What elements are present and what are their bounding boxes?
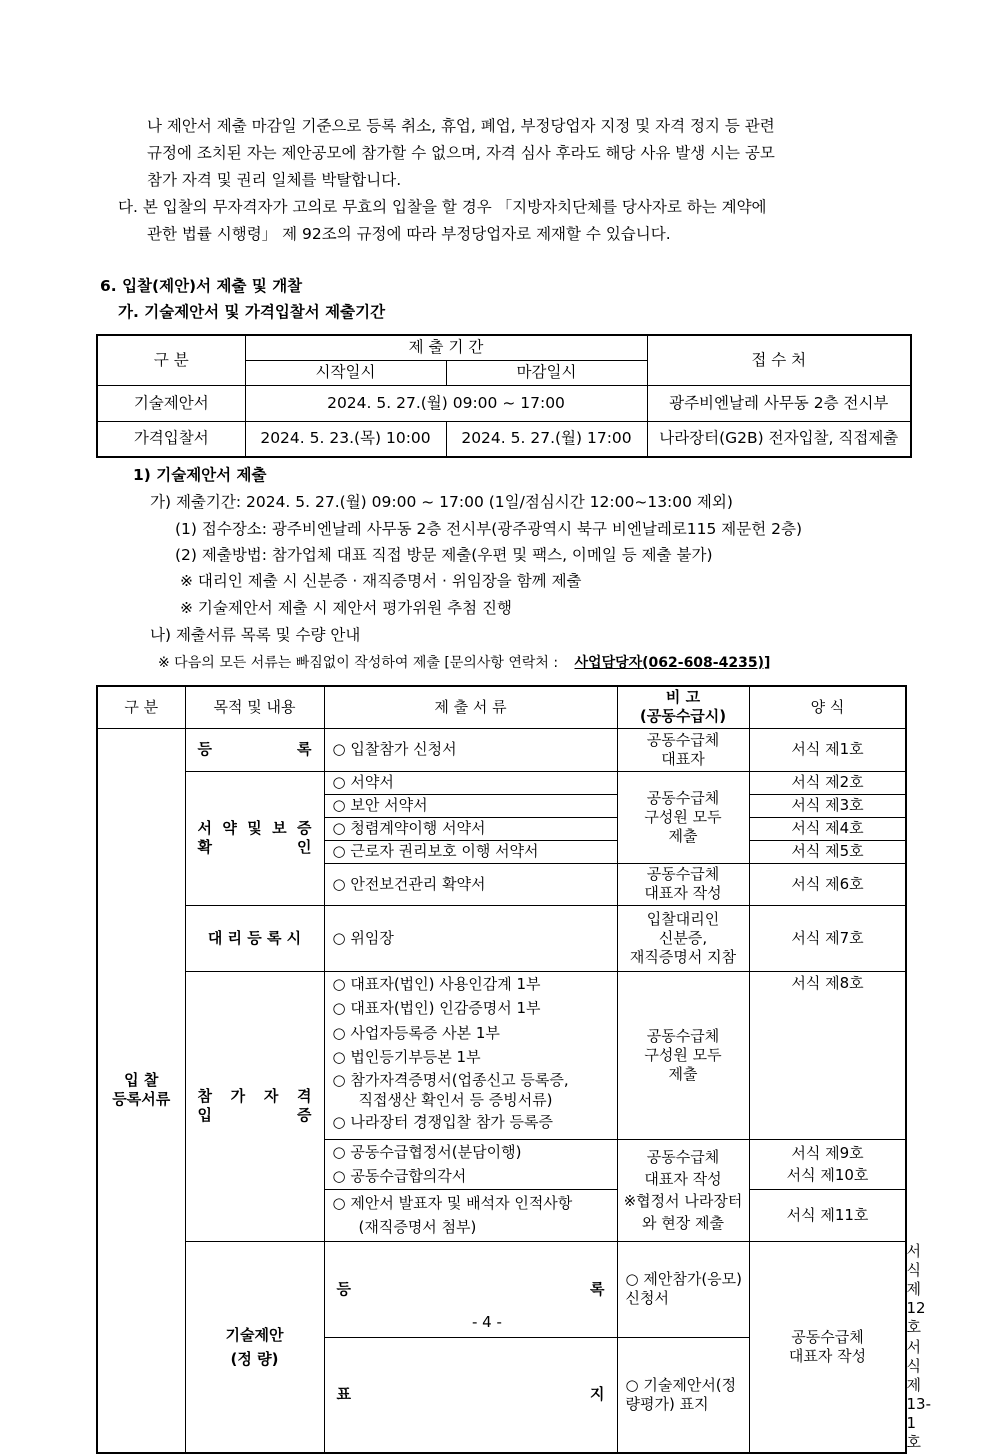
form-7: 서식 제7호: [749, 905, 906, 971]
doc-header-purpose: 목적 및 내용: [185, 686, 324, 728]
doc-pres-l2: (재직증명서 첨부): [358, 1218, 477, 1236]
doc-proposal-cover: ○ 기술제안서(정량평가) 표지: [617, 1337, 749, 1453]
category-tech-proposal: [185, 1241, 324, 1453]
sub1-note3-text: ※ 다음의 모든 서류는 빠짐없이 작성하여 제출 [문의사항 연락처 :: [158, 655, 559, 671]
form-9-10: [749, 1139, 906, 1189]
para-na-line2: 규정에 조치된 자는 제안공모에 참가할 수 없으며, 자격 심사 후라도 해당 사유 발생 시는 공모: [147, 144, 775, 162]
note-joint: [617, 1139, 749, 1241]
submission-period-table: [96, 334, 912, 458]
purpose-cover-c2: 지: [590, 1385, 605, 1403]
note-j-l4: 와 현장 제출: [642, 1214, 724, 1232]
pledge-c2: 약: [222, 819, 237, 837]
category-bid-l2: 등록서류: [112, 1090, 171, 1108]
doc-header-note: [617, 686, 749, 728]
period-header-period: 제 출 기 간: [245, 335, 647, 360]
pledge-c5: 증: [297, 819, 312, 837]
form-5: 서식 제5호: [749, 840, 906, 863]
purpose-agent: 대 리 등 록 시: [185, 905, 324, 971]
section-6-ga-title: 가. 기술제안서 및 가격입찰서 제출기간: [118, 303, 386, 321]
doc-header-note-l1: 비 고: [665, 688, 701, 707]
document-list-table: 구 분 목적 및 내용 제 출 서 류 비 고 (공동수급시) 양 식 입 찰 등록서류 등 록 ○ 입찰참가 신청서 공동수급체 대표자 서식 제1호 서 약 및 보 증 확 인 ○ 서약서 공동수급체 구성원 모두 제출 서식 제2호 ○ 보안 서약서 서식 제3호 ○ 청렴계약이행 서약서 서식 제4호 ○ 근로자 권리보호 이행 서약서 서식 제5호 ○ 안전보건관리 확약서 공동수급체 대표자 작성 서식 제6호 대 리 등 록 시 ○ 위임장 입찰대리인 신분증, 재직증명서 지참 서식 제7호 참 가 자 격 입 증 ○ 대표자(법인) 사용인감계 1부 ○ 대표자(법인) 인감증명서 1부 ○ 사업자등록증 사본 1부 ○ 법인등기부등본 1부 ○ 참가자격증명서(업종신고 등록증, 직접생산 확인서 등 증빙서류) ○ 나라장터 경쟁입찰 참가 등록증 공동수급체 구성원 모두 제출 서식 제8호 ○ 공동수급협정서(분담이행) ○ 공동수급합의각서 공동수급체 대표자 작성 ※협정서 나라장터 와 현장 제출 서식 제9호 서식 제10호 ○ 제안서 발표자 및 배석자 인적사항 (재직증명서 첨부) 서식 제11호 기술제안 (정 량) 등 록 ○ 제안참가(응모) 신청서 공동수급체 대표자 작성 서식 제12호 표 지 ○ 기술제안서(정량평가) 표지 서식 제13-1호: [96, 685, 907, 1454]
sub1-na: 나) 제출서류 목록 및 수량 안내: [150, 626, 361, 644]
period-header-start: 시작일시: [245, 360, 446, 385]
pledge-c1: 서: [197, 819, 212, 837]
note-repw-l1: 공동수급체: [646, 865, 720, 883]
note-rep-write: [617, 863, 749, 905]
doc-qualification-list: [324, 971, 617, 1139]
note-j-l3: ※협정서 나라장터: [623, 1192, 743, 1210]
note-all-members: [617, 771, 749, 863]
purpose-cover-c1: 표: [336, 1385, 351, 1403]
period-row-price-end: 2024. 5. 27.(월) 17:00: [446, 421, 647, 457]
purpose-registration-2: [324, 1241, 617, 1337]
purpose-reg-c2: 록: [297, 740, 312, 758]
form-3: 서식 제3호: [749, 794, 906, 817]
sub1-ga2: (2) 제출방법: 참가업체 대표 직접 방문 제출(우편 및 팩스, 이메일 등 제출 불가): [175, 546, 713, 564]
doc-header-docs: 제 출 서 류: [324, 686, 617, 728]
pledge-c6: 확: [197, 838, 212, 856]
form-1: 서식 제1호: [749, 728, 906, 771]
doc-header-note-l2: (공동수급시): [639, 707, 727, 726]
period-row-tech-receipt: 광주비엔날레 사무동 2층 전시부: [647, 385, 911, 421]
note-all2-l2: 구성원 모두: [644, 1045, 722, 1064]
note-j-l2: 대표자 작성: [644, 1170, 722, 1188]
note-all-l3: 제출: [668, 826, 698, 845]
note-agent-l2: 신분증,: [658, 928, 708, 947]
para-da-line2: 관한 법률 시행령」 제 92조의 규정에 따라 부정당업자로 제재할 수 있습니다.: [147, 225, 671, 243]
sub1-ga1: (1) 접수장소: 광주비엔날레 사무동 2층 전시부(광주광역시 북구 비엔날레로115 제문헌 2층): [175, 520, 803, 538]
period-row-tech-gubun: 기술제안서: [97, 385, 245, 421]
pledge-c3: 및: [247, 819, 262, 837]
purpose-pledge: [185, 771, 324, 905]
period-header-receipt: 접 수 처: [647, 335, 911, 385]
doc-integrity-pledge: ○ 청렴계약이행 서약서: [324, 817, 617, 840]
sub1-title: 1) 기술제안서 제출: [133, 466, 267, 484]
note-all2-l1: 공동수급체: [646, 1026, 720, 1045]
form-10: 서식 제10호: [786, 1166, 869, 1184]
note-all-l1: 공동수급체: [646, 788, 720, 807]
category-tech-l2: (정 량): [230, 1349, 279, 1368]
qual-c1: 참: [197, 1087, 212, 1105]
qual-c2: 가: [230, 1087, 246, 1105]
doc-security-pledge: ○ 보안 서약서: [324, 794, 617, 817]
doc-q6: ○ 나라장터 경쟁입찰 참가 등록증: [332, 1112, 554, 1131]
sub1-note1: ※ 대리인 제출 시 신분증 · 재직증명서 · 위임장을 함께 제출: [180, 572, 582, 590]
note-all-members-2: [617, 971, 749, 1139]
doc-pres-l1: ○ 제안서 발표자 및 배석자 인적사항: [332, 1194, 573, 1212]
period-row-price-receipt: 나라장터(G2B) 전자입찰, 직접제출: [647, 421, 911, 457]
para-na-line1: 나 제안서 제출 마감일 기준으로 등록 취소, 휴업, 폐업, 부정당업자 지정 및 자격 정지 등 관련: [147, 117, 775, 135]
form-8: 서식 제8호: [749, 971, 906, 1139]
doc-joint-list: [324, 1139, 617, 1189]
sub1-note2: ※ 기술제안서 제출 시 제안서 평가위원 추첨 진행: [180, 599, 512, 617]
doc-q1: ○ 대표자(법인) 사용인감계 1부: [332, 974, 541, 993]
purpose-qualification: [185, 971, 324, 1241]
doc-q3: ○ 사업자등록증 사본 1부: [332, 1023, 500, 1042]
form-6: 서식 제6호: [749, 863, 906, 905]
para-da-line1: 다. 본 입찰의 무자격자가 고의로 무효의 입찰을 할 경우 「지방자치단체를 당사자로 하는 계약에: [118, 198, 767, 216]
contact-phone: 사업담당자(062-608-4235)]: [574, 655, 771, 671]
qual-c5: 입: [197, 1106, 212, 1124]
doc-proposal-application: ○ 제안참가(응모) 신청서: [617, 1241, 749, 1337]
note-rep-l1: 공동수급체: [646, 730, 720, 749]
doc-q4: ○ 법인등기부등본 1부: [332, 1048, 481, 1066]
doc-q5-l2: 직접생산 확인서 등 증빙서류): [358, 1090, 553, 1109]
purpose-registration: [185, 728, 324, 771]
purpose-reg2-c1: 등: [336, 1279, 351, 1298]
note-all-l2: 구성원 모두: [644, 807, 722, 826]
period-row-price-start: 2024. 5. 23.(목) 10:00: [245, 421, 446, 457]
note-rep: [617, 728, 749, 771]
note-rep-l2: 대표자: [661, 749, 705, 768]
pledge-c7: 인: [297, 838, 312, 856]
purpose-reg2-c2: 록: [590, 1279, 605, 1298]
form-4: 서식 제4호: [749, 817, 906, 840]
note-agent: [617, 905, 749, 971]
purpose-cover: [324, 1337, 617, 1453]
period-header-gubun: 구 분: [97, 335, 245, 385]
note-agent-l3: 재직증명서 지참: [629, 947, 737, 966]
doc-joint-memorandum: ○ 공동수급합의각서: [332, 1167, 467, 1185]
doc-pledge: ○ 서약서: [324, 771, 617, 794]
form-9: 서식 제9호: [791, 1144, 864, 1162]
form-11: 서식 제11호: [749, 1189, 906, 1241]
period-row-price-gubun: 가격입찰서: [97, 421, 245, 457]
note-j-l1: 공동수급체: [646, 1148, 720, 1166]
category-tech-l1: 기술제안: [225, 1325, 284, 1344]
doc-power-of-attorney: ○ 위임장: [324, 905, 617, 971]
doc-bid-application: ○ 입찰참가 신청서: [324, 728, 617, 771]
doc-joint-agreement: ○ 공동수급협정서(분담이행): [332, 1143, 522, 1161]
pledge-c4: 보: [272, 819, 287, 837]
note-agent-l1: 입찰대리인: [646, 909, 720, 928]
sub1-ga: 가) 제출기간: 2024. 5. 27.(월) 09:00 ~ 17:00 (1일/점심시간 12:00~13:00 제외): [150, 493, 733, 511]
period-row-tech-period: 2024. 5. 27.(월) 09:00 ~ 17:00: [245, 385, 647, 421]
para-na-line3: 참가 자격 및 권리 일체를 박탈합니다.: [147, 171, 402, 189]
page-number: - 4 -: [472, 1313, 502, 1331]
doc-safety-commitment: ○ 안전보건관리 확약서: [324, 863, 617, 905]
note-tech: [749, 1241, 906, 1453]
doc-q2: ○ 대표자(법인) 인감증명서 1부: [332, 999, 541, 1017]
note-repw-l2: 대표자 작성: [644, 884, 722, 902]
note-t-l2: 대표자 작성: [788, 1346, 867, 1365]
category-bid-l1: 입 찰: [124, 1071, 159, 1089]
category-bid-registration: [97, 728, 185, 1453]
form-2: 서식 제2호: [749, 771, 906, 794]
qual-c3: 자: [263, 1087, 279, 1105]
sub1-note3: [158, 650, 770, 676]
doc-header-form: 양 식: [749, 686, 906, 728]
doc-worker-rights-pledge: ○ 근로자 권리보호 이행 서약서: [324, 840, 617, 863]
note-all2-l3: 제출: [668, 1064, 698, 1083]
qual-c4: 격: [296, 1087, 312, 1105]
doc-presenter-info: [324, 1189, 617, 1241]
period-header-end: 마감일시: [446, 360, 647, 385]
doc-header-gubun: 구 분: [97, 686, 185, 728]
section-6-title: 6. 입찰(제안)서 제출 및 개찰: [100, 277, 303, 295]
purpose-reg-c1: 등: [197, 740, 212, 758]
qual-c6: 증: [297, 1106, 312, 1124]
note-t-l1: 공동수급체: [791, 1327, 864, 1346]
doc-q5-l1: ○ 참가자격증명서(업종신고 등록증,: [332, 1070, 569, 1089]
